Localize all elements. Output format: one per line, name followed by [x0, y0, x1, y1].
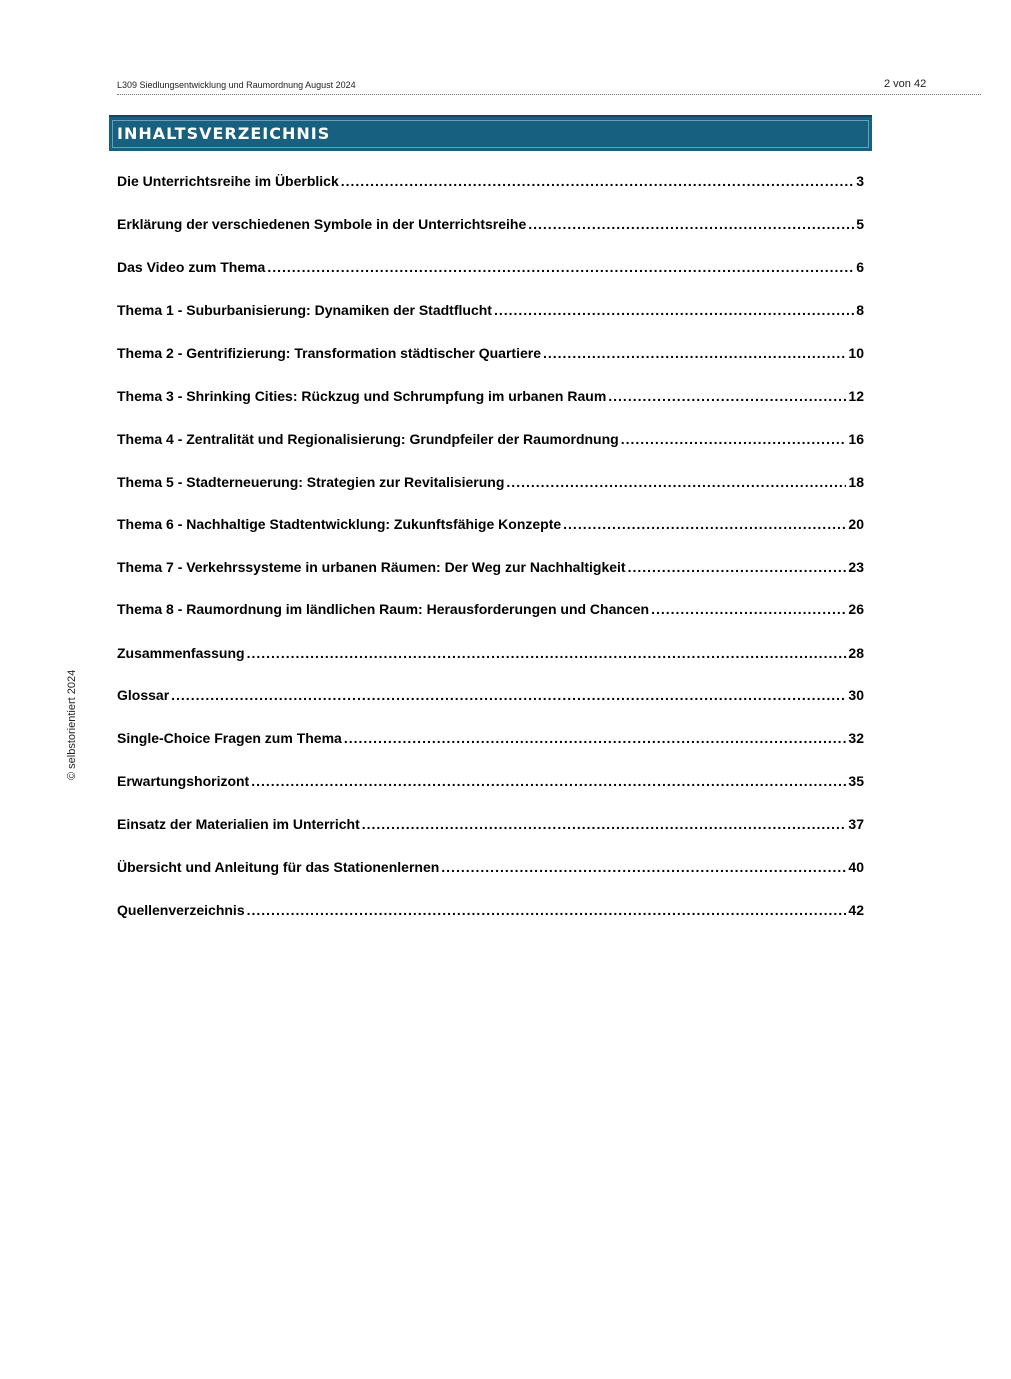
- toc-entry-title: Glossar: [117, 687, 170, 703]
- toc-entry-page: 28: [848, 645, 864, 661]
- document-header-title: L309 Siedlungsentwicklung und Raumordnung August 2024: [117, 80, 356, 90]
- toc-entry-page: 10: [848, 345, 864, 361]
- toc-entry-title: Single-Choice Fragen zum Thema: [117, 730, 342, 746]
- toc-entry-page: 18: [848, 474, 864, 490]
- toc-entry-page: 37: [848, 816, 864, 832]
- page-indicator: 2 von 42: [884, 78, 927, 90]
- toc-leader-dots: [362, 816, 847, 832]
- toc-entry-title: Thema 1 - Suburbanisierung: Dynamiken der Stadtflucht: [117, 302, 492, 318]
- toc-entry-title: Thema 6 - Nachhaltige Stadtentwicklung: Zukunftsfähige Konzepte: [117, 516, 562, 532]
- toc-entry-page: 8: [856, 302, 864, 318]
- toc-entry[interactable]: [117, 516, 864, 532]
- toc-entry-page: 3: [856, 173, 864, 189]
- toc-entry-title: Zusammenfassung: [117, 645, 245, 661]
- toc-entry[interactable]: [117, 259, 864, 275]
- toc-entry-title: Quellenverzeichnis: [117, 902, 245, 918]
- toc-leader-dots: [247, 645, 847, 661]
- toc-entry[interactable]: [117, 474, 864, 490]
- toc-entry-title: Das Video zum Thema: [117, 259, 266, 275]
- toc-entry[interactable]: [117, 816, 864, 832]
- toc-entry-page: 23: [848, 559, 864, 575]
- toc-entry-title: Einsatz der Materialien im Unterricht: [117, 816, 360, 832]
- toc-leader-dots: [563, 516, 846, 532]
- toc-leader-dots: [494, 302, 854, 318]
- toc-leader-dots: [528, 216, 854, 232]
- toc-leader-dots: [506, 474, 846, 490]
- toc-heading-banner: [109, 115, 872, 151]
- toc-entry[interactable]: [117, 687, 864, 703]
- toc-leader-dots: [441, 859, 846, 875]
- toc-entry-page: 26: [848, 601, 864, 617]
- toc-entry-title: Erwartungshorizont: [117, 773, 250, 789]
- toc-leader-dots: [341, 173, 854, 189]
- toc-entry-page: 42: [848, 902, 864, 918]
- copyright-note: © selbstorientiert 2024: [66, 669, 78, 780]
- toc-leader-dots: [628, 559, 847, 575]
- toc-leader-dots: [621, 431, 847, 447]
- toc-entry[interactable]: [117, 173, 864, 189]
- toc-leader-dots: [171, 687, 846, 703]
- toc-entry[interactable]: [117, 431, 864, 447]
- toc-leader-dots: [267, 259, 854, 275]
- header-divider: [117, 94, 981, 95]
- toc-entry[interactable]: [117, 773, 864, 789]
- toc-entry-page: 20: [848, 516, 864, 532]
- toc-leader-dots: [247, 902, 847, 918]
- toc-entry-title: Thema 4 - Zentralität und Regionalisierung: Grundpfeiler der Raumordnung: [117, 431, 619, 447]
- toc-entry[interactable]: [117, 645, 864, 661]
- toc-entry-title: Übersicht und Anleitung für das Stationenlernen: [117, 859, 440, 875]
- toc-entry[interactable]: [117, 388, 864, 404]
- toc-entry[interactable]: [117, 216, 864, 232]
- toc-heading: INHALTSVERZEICHNIS: [117, 124, 331, 143]
- toc-entry[interactable]: [117, 345, 864, 361]
- toc-entry-page: 30: [848, 687, 864, 703]
- toc-entry[interactable]: [117, 302, 864, 318]
- toc-entry-title: Thema 5 - Stadterneuerung: Strategien zur Revitalisierung: [117, 474, 505, 490]
- toc-entry-title: Thema 3 - Shrinking Cities: Rückzug und Schrumpfung im urbanen Raum: [117, 388, 607, 404]
- toc-entry-title: Die Unterrichtsreihe im Überblick: [117, 173, 339, 189]
- toc-entry[interactable]: [117, 559, 864, 575]
- toc-leader-dots: [651, 601, 846, 617]
- toc-entry-page: 40: [848, 859, 864, 875]
- toc-entry-page: 35: [848, 773, 864, 789]
- toc-entry-page: 32: [848, 730, 864, 746]
- toc-entry[interactable]: [117, 859, 864, 875]
- toc-entry-title: Thema 2 - Gentrifizierung: Transformation städtischer Quartiere: [117, 345, 541, 361]
- toc-entry-page: 12: [848, 388, 864, 404]
- toc-entry-page: 16: [848, 431, 864, 447]
- toc-entry-title: Thema 8 - Raumordnung im ländlichen Raum: Herausforderungen und Chancen: [117, 601, 650, 617]
- toc-leader-dots: [344, 730, 847, 746]
- toc-entry[interactable]: [117, 601, 864, 617]
- toc-leader-dots: [251, 773, 846, 789]
- toc-entry[interactable]: [117, 902, 864, 918]
- toc-leader-dots: [543, 345, 846, 361]
- toc-leader-dots: [608, 388, 846, 404]
- toc-entry-page: 5: [856, 216, 864, 232]
- toc-entry-title: Thema 7 - Verkehrssysteme in urbanen Räumen: Der Weg zur Nachhaltigkeit: [117, 559, 626, 575]
- toc-entry[interactable]: [117, 730, 864, 746]
- toc-entry-page: 6: [856, 259, 864, 275]
- toc-entry-title: Erklärung der verschiedenen Symbole in der Unterrichtsreihe: [117, 216, 527, 232]
